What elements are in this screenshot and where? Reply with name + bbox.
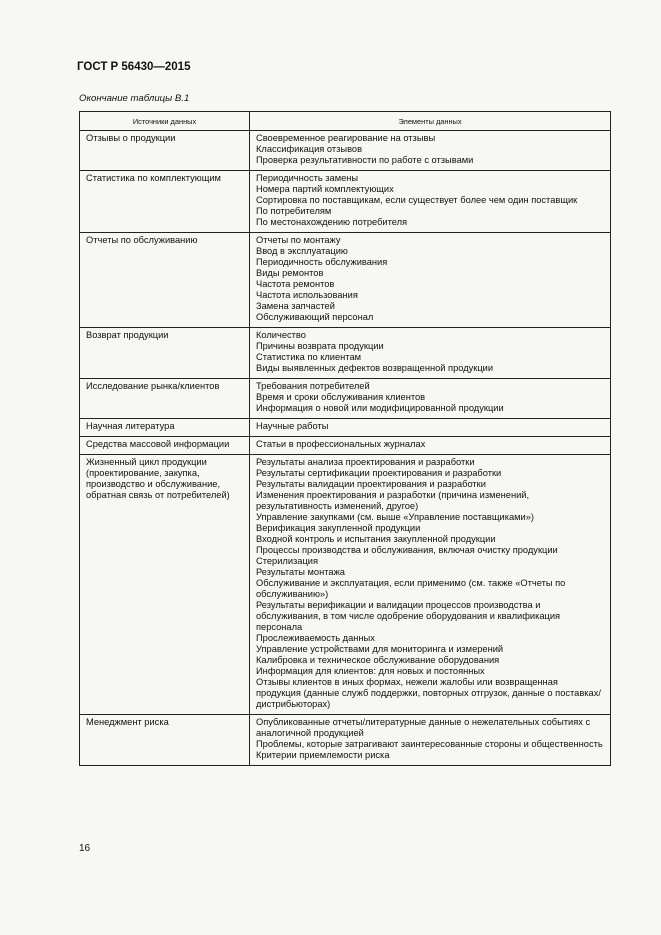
data-element-item: По местонахождению потребителя [256,217,408,227]
data-element-item: Время и сроки обслуживания клиентов [256,392,426,402]
data-element-item: Калибровка и техническое обслуживание оборудования [256,655,500,665]
data-element-item: Периодичность обслуживания [256,257,388,267]
table-caption: Окончание таблицы В.1 [79,93,190,104]
data-element-item: По потребителям [256,206,332,216]
data-element-item: Требования потребителей [256,381,370,391]
data-elements-cell [250,455,611,715]
data-elements-cell [250,379,611,419]
data-element-item: Верификация закупленной продукции [256,523,421,533]
table-row [80,328,611,379]
data-elements-cell [250,171,611,233]
data-element-item: Стерилизация [256,556,319,566]
data-source-cell: Жизненный цикл продукции (проектирование, закупка, производство и обслуживание, обратная связь от потребителей) [80,455,250,715]
data-element-item: Виды выявленных дефектов возвращенной продукции [256,363,494,373]
data-element-item: Проблемы, которые затрагивают заинтересованные стороны и общественность [256,739,603,749]
data-element-item: Количество [256,330,306,340]
data-element-item: Информация о новой или модифицированной продукции [256,403,504,413]
data-element-item: Опубликованные отчеты/литературные данные о нежелательных событиях с аналогичной продукцией [256,717,591,738]
data-source-cell: Менеджмент риска [80,715,250,766]
table-row [80,419,611,437]
data-source-cell: Научная литература [80,419,250,437]
data-element-item: Критерии приемлемости риска [256,750,390,760]
table-row [80,379,611,419]
table-row [80,455,611,715]
data-elements-cell [250,419,611,437]
data-elements-cell [250,131,611,171]
data-elements-cell [250,437,611,455]
data-source-cell: Отзывы о продукции [80,131,250,171]
data-element-item: Замена запчастей [256,301,335,311]
data-source-cell: Статистика по комплектующим [80,171,250,233]
table-row [80,233,611,328]
data-element-item: Классификация отзывов [256,144,363,154]
data-element-item: Ввод в эксплуатацию [256,246,348,256]
document-header: ГОСТ Р 56430—2015 [77,61,191,73]
data-sources-table [79,111,611,766]
data-element-item: Изменения проектирования и разработки (причина изменений, результативность изменений, другое) [256,490,530,511]
data-element-item: Прослеживаемость данных [256,633,375,643]
data-element-item: Обслуживающий персонал [256,312,374,322]
data-element-item: Информация для клиентов: для новых и постоянных [256,666,485,676]
data-elements-cell [250,715,611,766]
data-element-item: Результаты монтажа [256,567,345,577]
data-source-cell: Отчеты по обслуживанию [80,233,250,328]
data-element-item: Процессы производства и обслуживания, включая очистку продукции [256,545,558,555]
data-element-item: Входной контроль и испытания закупленной продукции [256,534,496,544]
data-element-item: Причины возврата продукции [256,341,384,351]
data-element-item: Отзывы клиентов в иных формах, нежели жалобы или возвращенная продукция (данные служб поддержки, повторных отгрузок, данные о поставках/дистрибьюторах) [256,677,601,709]
data-element-item: Управление устройствами для мониторинга и измерений [256,644,504,654]
table-row [80,131,611,171]
table-row [80,437,611,455]
data-element-item: Статистика по клиентам [256,352,362,362]
data-source-cell: Средства массовой информации [80,437,250,455]
data-element-item: Периодичность замены [256,173,359,183]
data-element-item: Своевременное реагирование на отзывы [256,133,436,143]
data-element-item: Результаты валидации проектирования и разработки [256,479,486,489]
data-element-item: Проверка результативности по работе с отзывами [256,155,474,165]
table-header-row [80,112,611,131]
data-element-item: Частота ремонтов [256,279,335,289]
data-element-item: Статьи в профессиональных журналах [256,439,426,449]
column-header-sources: Источники данных [80,112,250,131]
data-element-item: Результаты сертификации проектирования и разработки [256,468,502,478]
data-element-item: Отчеты по монтажу [256,235,341,245]
data-source-cell: Исследование рынка/клиентов [80,379,250,419]
data-element-item: Научные работы [256,421,329,431]
table-row [80,171,611,233]
data-element-item: Номера партий комплектующих [256,184,394,194]
table-row [80,715,611,766]
data-element-item: Частота использования [256,290,358,300]
data-elements-cell [250,233,611,328]
data-element-item: Обслуживание и эксплуатация, если применимо (см. также «Отчеты по обслуживанию») [256,578,566,599]
page-number: 16 [79,843,91,854]
data-source-cell: Возврат продукции [80,328,250,379]
data-element-item: Результаты верификации и валидации процессов производства и обслуживания, в том числе одобрение оборудования и квалификация персонала [256,600,561,632]
column-header-elements: Элементы данных [250,112,611,131]
data-element-item: Управление закупками (см. выше «Управление поставщиками») [256,512,534,522]
data-elements-cell [250,328,611,379]
data-element-item: Виды ремонтов [256,268,324,278]
data-element-item: Сортировка по поставщикам, если существует более чем один поставщик [256,195,578,205]
data-element-item: Результаты анализа проектирования и разработки [256,457,475,467]
